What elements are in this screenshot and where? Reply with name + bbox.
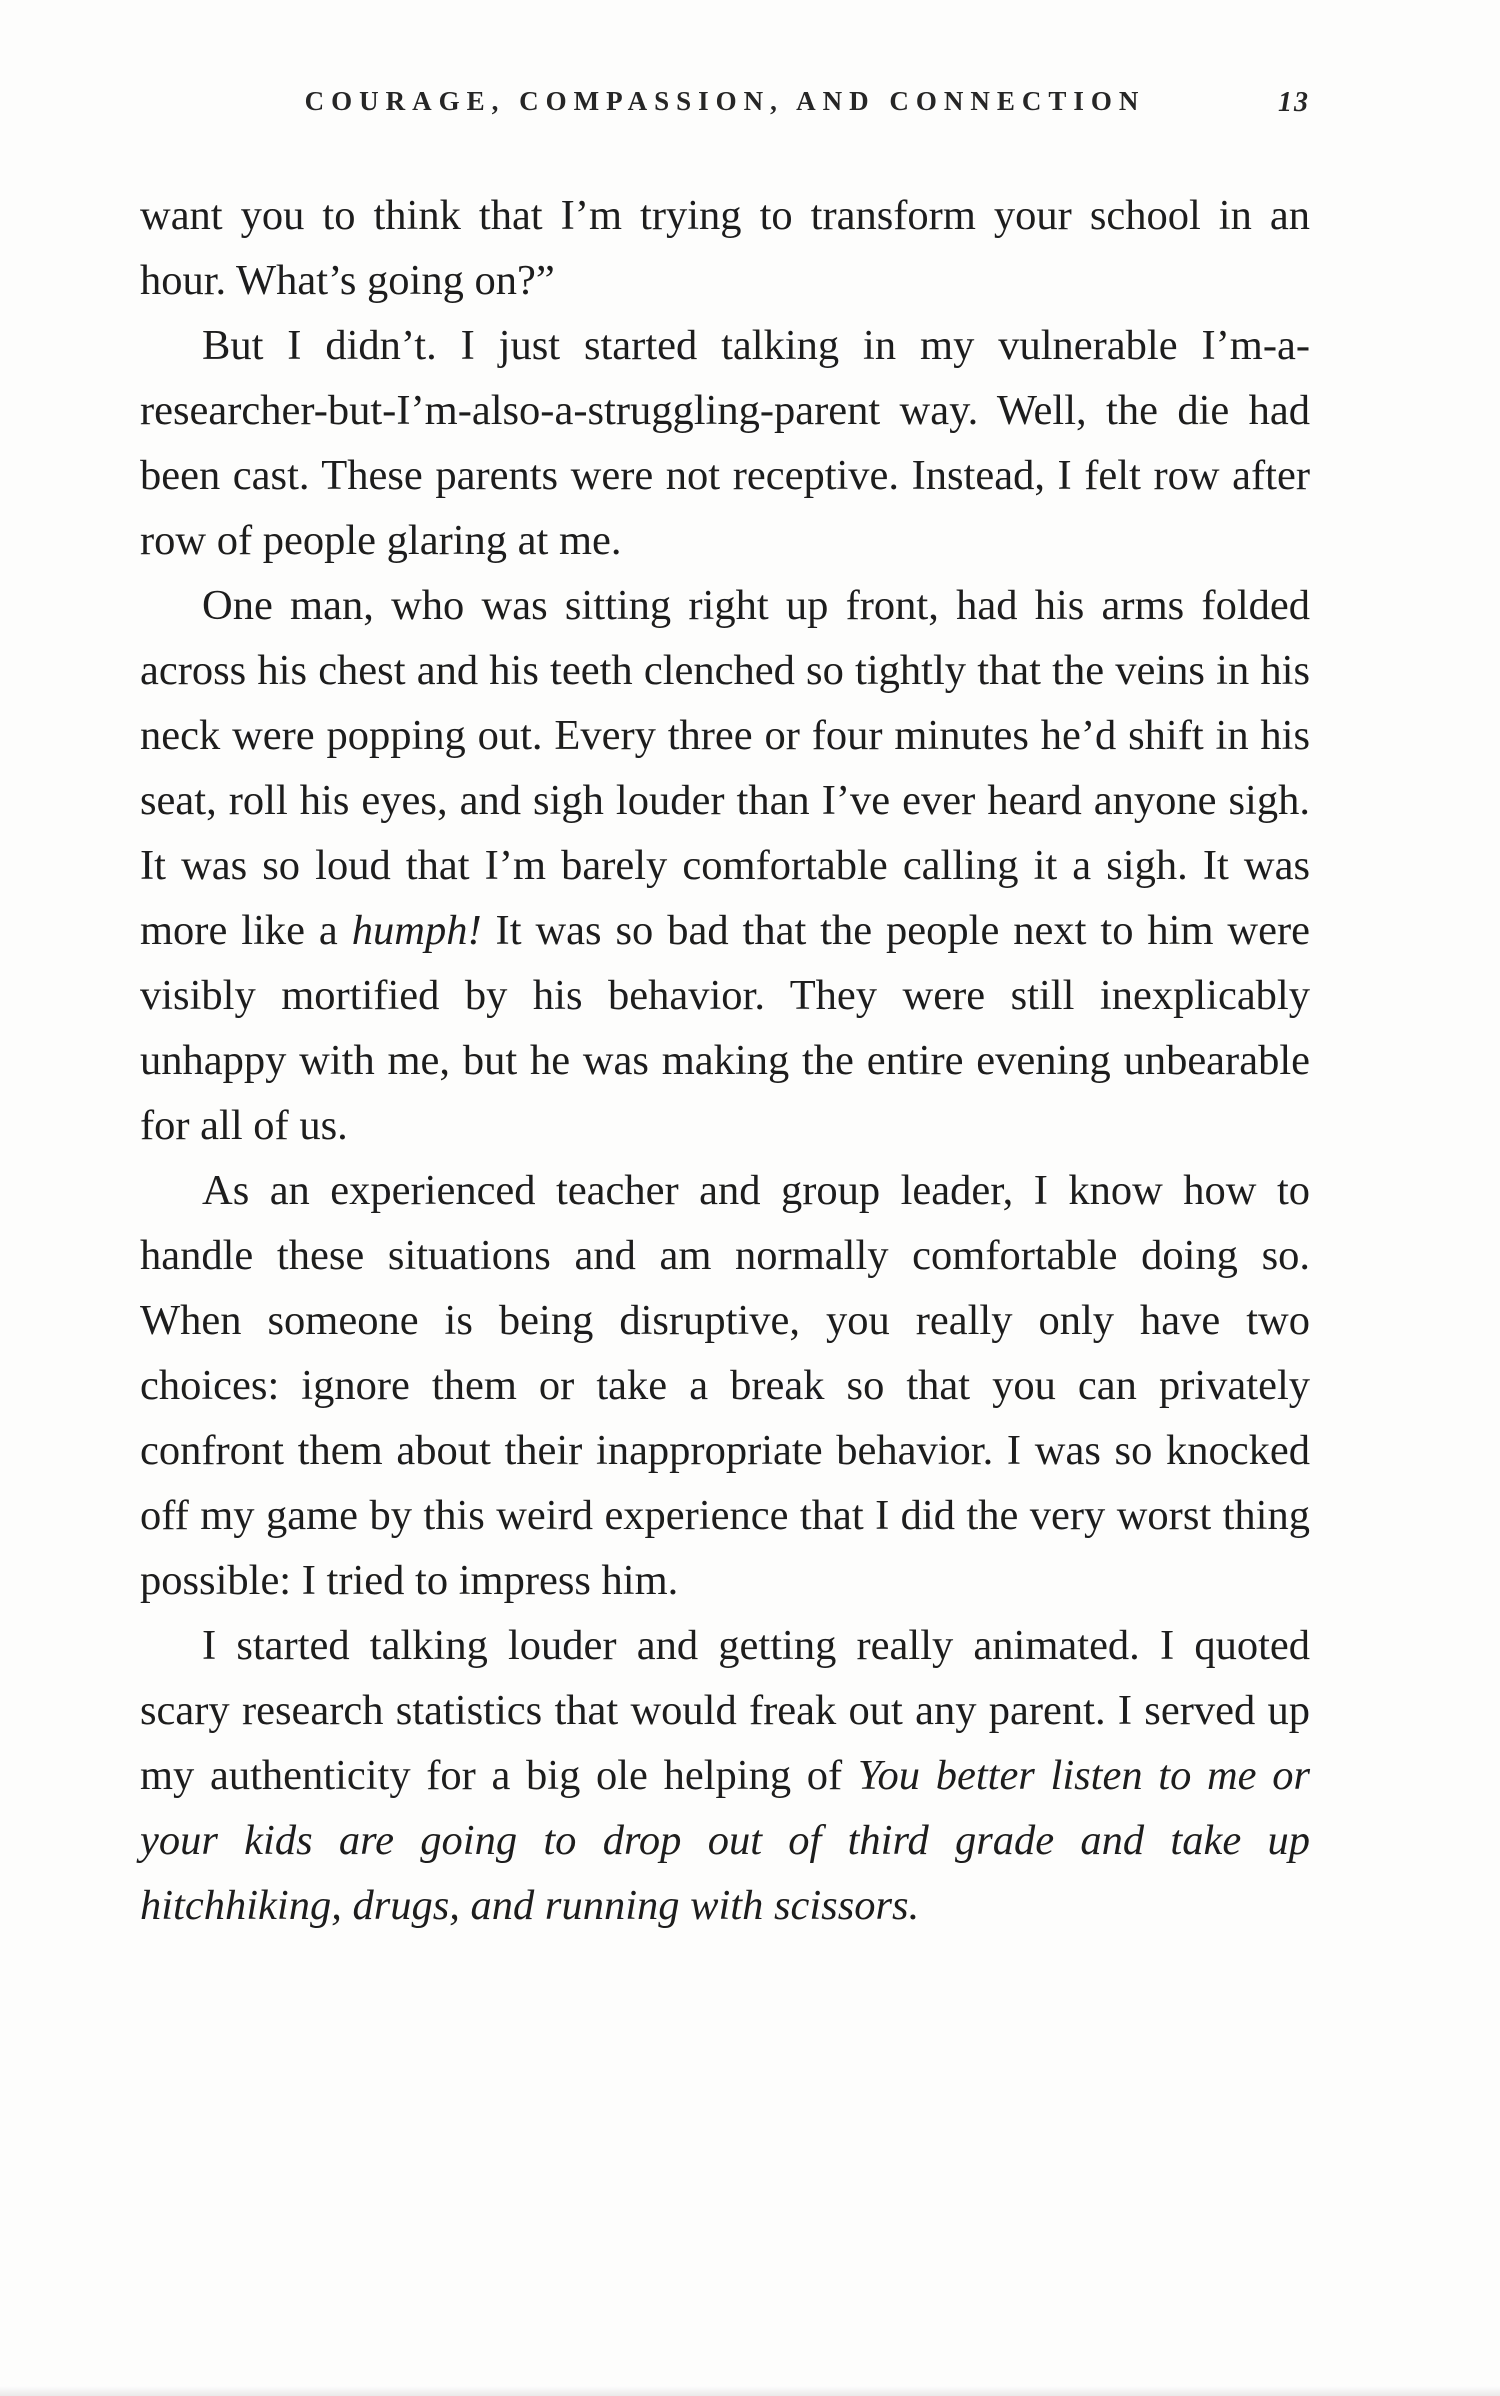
text-run: I started talking louder and getting really animated. I quoted scary research statistics that would freak out any parent. I served up my authenticity for a big ole helping of <box>140 1622 1310 1799</box>
page-number: 13 <box>1278 87 1310 118</box>
text-run: want you to think that I’m trying to transform your school in an hour. What’s going on?” <box>140 192 1310 304</box>
running-header <box>140 86 1310 117</box>
text-run: It was so bad that the people next to him were visibly mortified by his behavior. They were still inexplicably unhappy with me, but he was making the entire evening unbearable for all of us. <box>140 907 1311 1149</box>
text-run: As an experienced teacher and group leader, I know how to handle these situations and am normally comfortable doing so. When someone is being disruptive, you really only have two choices: ignore them or take a break so that you can privately confront them about their inappropriate behavior. I was so knocked off my game by this weird experience that I did the very worst thing possible: I tried to impress him. <box>140 1167 1310 1604</box>
italic-text-run: humph! <box>351 907 482 954</box>
scan-edge-shadow <box>0 2386 1500 2396</box>
paragraph <box>140 1158 1310 1613</box>
paragraph <box>140 1613 1310 1938</box>
text-run: One man, who was sitting right up front, had his arms folded across his chest and his teeth clenched so tightly that the veins in his neck were popping out. Every three or four minutes he’d shift in his seat, roll his eyes, and sigh louder than I’ve ever heard anyone sigh. It was so loud that I’m barely comfortable calling it a sigh. It was more like a <box>140 582 1310 954</box>
page-body <box>140 183 1310 1938</box>
running-title: COURAGE, COMPASSION, AND CONNECTION <box>304 86 1146 116</box>
paragraph <box>140 573 1310 1158</box>
italic-text-run: You better listen to me or your kids are going to drop out of third grade and take up hitchhiking, drugs, and running with scissors. <box>140 1752 1310 1929</box>
paragraph <box>140 313 1310 573</box>
paragraph <box>140 183 1310 313</box>
text-run: But I didn’t. I just started talking in my vulnerable I’m-a-researcher-but-I’m-also-a-struggling-parent way. Well, the die had been cast. These parents were not receptive. Instead, I felt row after row of people glaring at me. <box>140 322 1310 564</box>
